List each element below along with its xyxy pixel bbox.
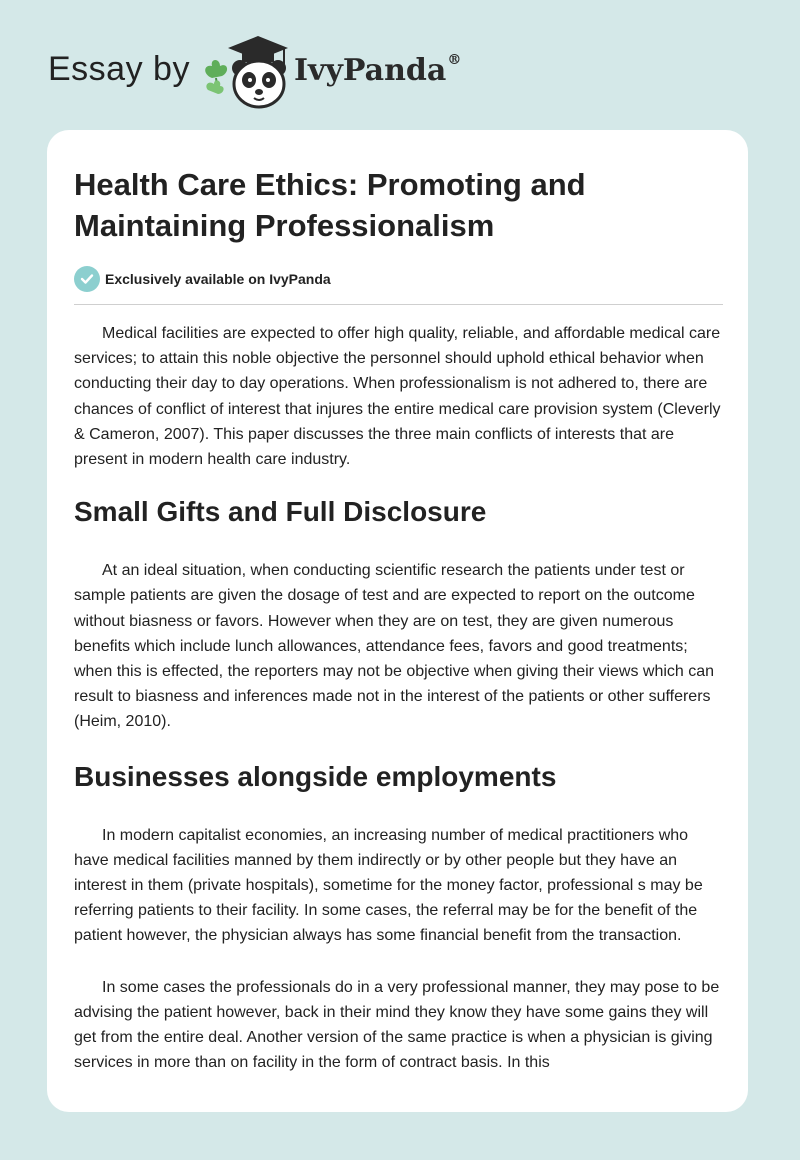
- page-title: Health Care Ethics: Promoting and Maintaining Professionalism: [74, 167, 586, 243]
- exclusive-badge: [74, 266, 724, 292]
- paragraph: At an ideal situation, when conducting scientific research the patients under test or sample patients are given the dosage of test and are expected to report on the outcome without biasness or favors. However when they are on test, they are given numerous benefits which include lunch allowances, attendance fees, favors and good treatments; when this is effected, the reporters may not be objective when giving their views which can result to biasness and inferences made not in the interest of the patients or other sufferers (Heim, 2010).: [74, 562, 715, 731]
- site-header: [48, 30, 508, 110]
- brand-name[interactable]: IvyPanda®: [294, 52, 462, 88]
- exclusive-label: Exclusively available on IvyPanda: [105, 271, 331, 287]
- paragraph: In some cases the professionals do in a very professional manner, they may pose to be advising the patient however, back in their mind they know they have some gains they will get from the entire deal. Another version of the same practice is when a physician is giving services in more than on facility in the form of contract basis. In this: [74, 978, 720, 1072]
- section-heading: Businesses alongside employments: [74, 760, 557, 792]
- check-icon: [74, 266, 100, 292]
- essay-card: [47, 130, 748, 1112]
- divider: [74, 304, 723, 305]
- paragraph: In modern capitalist economies, an increasing number of medical practitioners who have medical facilities manned by them indirectly or by other people but they have an interest in them (private hospitals), sometime for the money factor, professional s may be referring patients to their facility. In some cases, the referral may be for the benefit of the patient however, the physician always has some financial benefit from the transaction.: [74, 826, 703, 945]
- essay-by-label: Essay by: [48, 50, 190, 88]
- paragraph: Medical facilities are expected to offer high quality, reliable, and affordable medical care services; to attain this noble objective the personnel should uphold ethical behavior when conducting their day to day operations. When professionalism is not adhered to, there are chances of conflict of interest that injures the entire medical care provision system (Cleverly & Cameron, 2007). This paper discusses the three main conflicts of interests that are present in modern health care industry.: [74, 325, 721, 469]
- section-heading: Small Gifts and Full Disclosure: [74, 496, 487, 528]
- panda-logo-icon[interactable]: [198, 34, 288, 110]
- essay-content: [74, 164, 724, 1075]
